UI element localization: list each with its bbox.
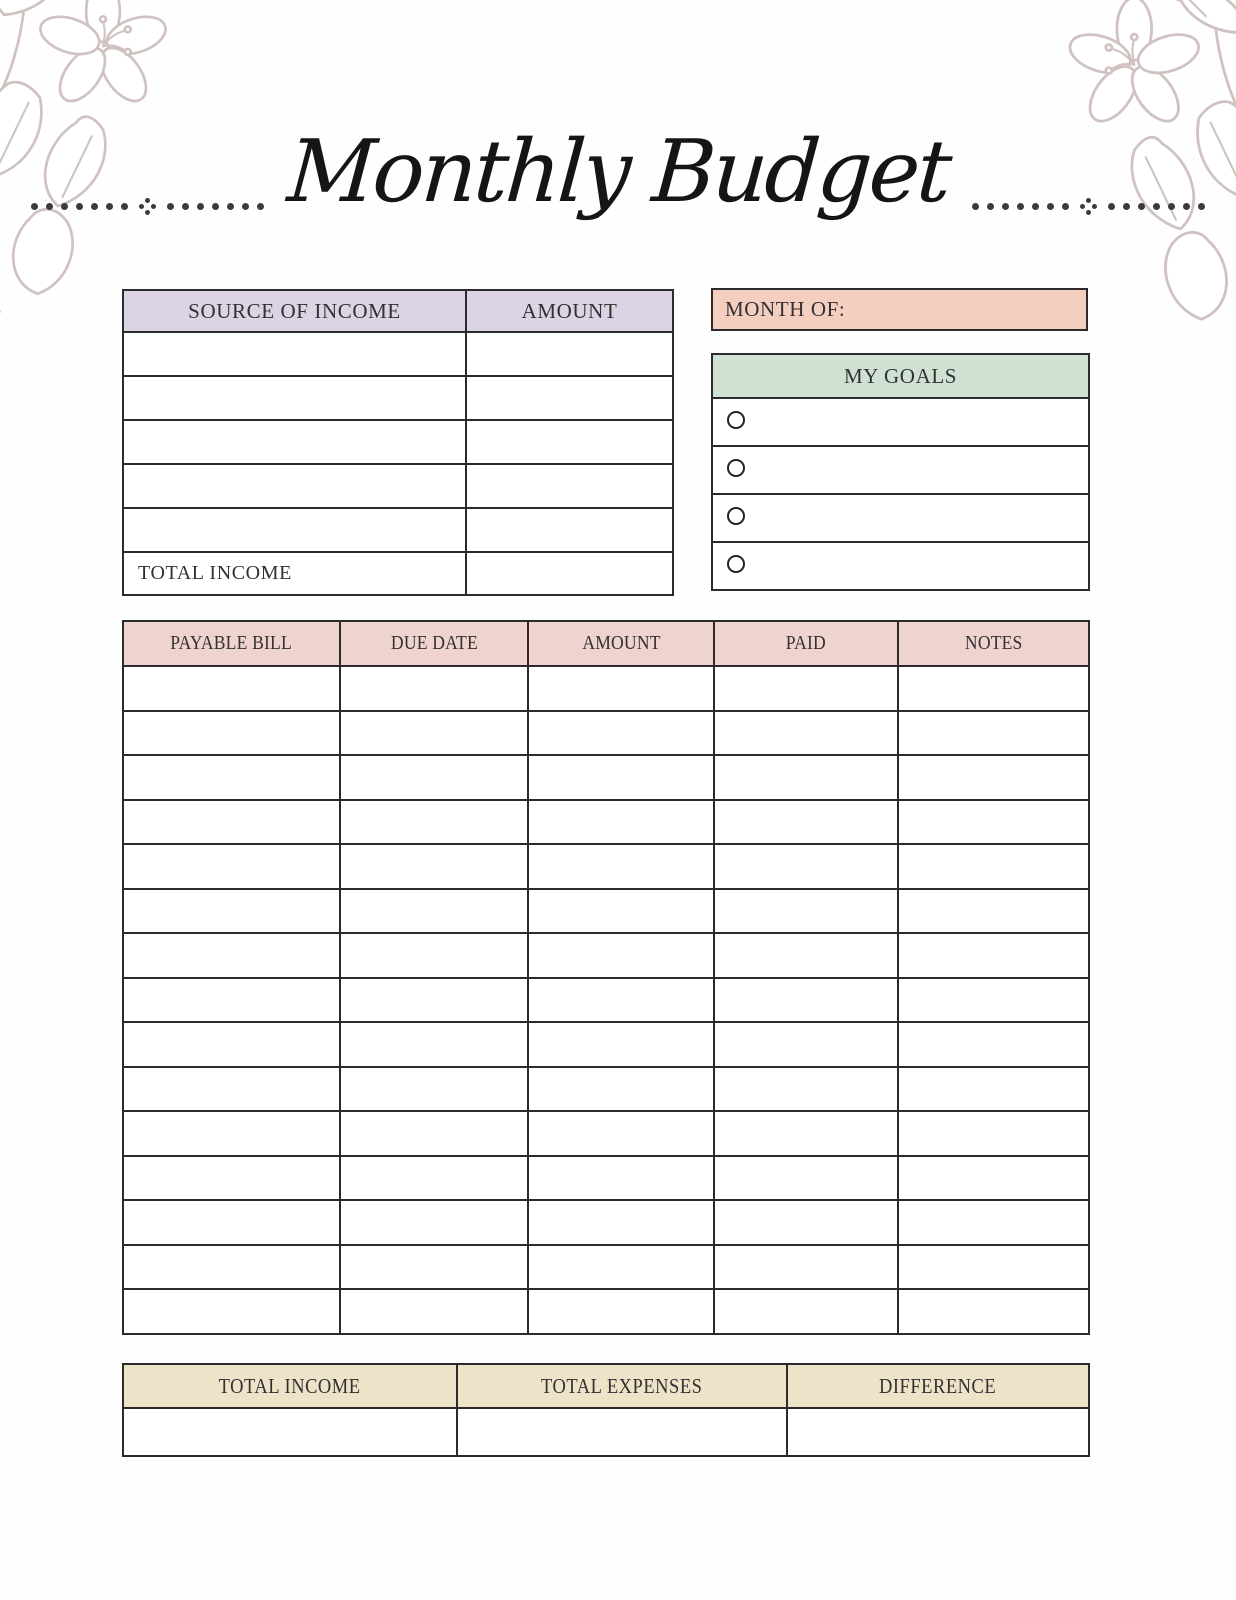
bill-row bbox=[123, 933, 1089, 978]
goals-header: MY GOALS bbox=[712, 354, 1089, 398]
income-total-amount-cell[interactable] bbox=[466, 552, 673, 595]
income-row bbox=[123, 508, 673, 552]
bill-due-date-cell[interactable] bbox=[340, 844, 528, 889]
ornament-dots-left bbox=[31, 198, 264, 215]
bill-name-cell[interactable] bbox=[123, 844, 340, 889]
bill-notes-cell[interactable] bbox=[898, 1022, 1089, 1067]
bill-notes-cell[interactable] bbox=[898, 800, 1089, 845]
income-row bbox=[123, 376, 673, 420]
bill-row bbox=[123, 1022, 1089, 1067]
income-row bbox=[123, 420, 673, 464]
bill-paid-cell[interactable] bbox=[714, 1245, 898, 1290]
bill-amount-cell[interactable] bbox=[528, 844, 714, 889]
bill-name-cell[interactable] bbox=[123, 1111, 340, 1156]
goals-table bbox=[711, 353, 1090, 591]
bill-name-cell[interactable] bbox=[123, 755, 340, 800]
bill-name-cell[interactable] bbox=[123, 711, 340, 756]
bills-header-notes: NOTES bbox=[898, 621, 1089, 666]
summary-header-difference: DIFFERENCE bbox=[787, 1364, 1089, 1408]
bill-row bbox=[123, 666, 1089, 711]
goals-header-row bbox=[712, 354, 1089, 398]
summary-row bbox=[123, 1408, 1089, 1456]
bill-due-date-cell[interactable] bbox=[340, 1156, 528, 1201]
bill-row bbox=[123, 978, 1089, 1023]
bill-row bbox=[123, 1067, 1089, 1112]
diamond-dot-icon bbox=[1080, 198, 1097, 215]
bill-amount-cell[interactable] bbox=[528, 1156, 714, 1201]
bill-row bbox=[123, 1245, 1089, 1290]
summary-header-row bbox=[123, 1364, 1089, 1408]
income-amount-cell[interactable] bbox=[466, 464, 673, 508]
bill-notes-cell[interactable] bbox=[898, 844, 1089, 889]
goal-cell[interactable] bbox=[712, 542, 1089, 590]
bill-name-cell[interactable] bbox=[123, 1200, 340, 1245]
bill-due-date-cell[interactable] bbox=[340, 978, 528, 1023]
income-row bbox=[123, 464, 673, 508]
bill-due-date-cell[interactable] bbox=[340, 1245, 528, 1290]
bill-name-cell[interactable] bbox=[123, 1289, 340, 1334]
income-source-cell[interactable] bbox=[123, 376, 466, 420]
bill-amount-cell[interactable] bbox=[528, 889, 714, 934]
bill-row bbox=[123, 755, 1089, 800]
bills-table bbox=[122, 620, 1090, 1335]
bill-notes-cell[interactable] bbox=[898, 889, 1089, 934]
month-of-field[interactable] bbox=[711, 288, 1088, 331]
bill-notes-cell[interactable] bbox=[898, 1200, 1089, 1245]
bill-paid-cell[interactable] bbox=[714, 1022, 898, 1067]
summary-header-total-expenses: TOTAL EXPENSES bbox=[457, 1364, 787, 1408]
bill-paid-cell[interactable] bbox=[714, 978, 898, 1023]
bill-paid-cell[interactable] bbox=[714, 1156, 898, 1201]
diamond-dot-icon bbox=[139, 198, 156, 215]
bills-header-amount: AMOUNT bbox=[528, 621, 714, 666]
bill-notes-cell[interactable] bbox=[898, 933, 1089, 978]
bill-due-date-cell[interactable] bbox=[340, 1022, 528, 1067]
bill-row bbox=[123, 844, 1089, 889]
title-row bbox=[0, 92, 1236, 252]
bill-amount-cell[interactable] bbox=[528, 711, 714, 756]
bill-amount-cell[interactable] bbox=[528, 978, 714, 1023]
bill-notes-cell[interactable] bbox=[898, 1111, 1089, 1156]
bill-name-cell[interactable] bbox=[123, 800, 340, 845]
bill-name-cell[interactable] bbox=[123, 1156, 340, 1201]
bill-amount-cell[interactable] bbox=[528, 1289, 714, 1334]
bill-due-date-cell[interactable] bbox=[340, 800, 528, 845]
bill-name-cell[interactable] bbox=[123, 933, 340, 978]
bill-row bbox=[123, 711, 1089, 756]
bill-amount-cell[interactable] bbox=[528, 1111, 714, 1156]
bill-paid-cell[interactable] bbox=[714, 1111, 898, 1156]
bill-paid-cell[interactable] bbox=[714, 933, 898, 978]
bill-name-cell[interactable] bbox=[123, 1245, 340, 1290]
bill-paid-cell[interactable] bbox=[714, 844, 898, 889]
summary-difference-cell[interactable] bbox=[787, 1408, 1089, 1456]
income-header-source: SOURCE OF INCOME bbox=[123, 290, 466, 332]
goal-checkbox-circle-icon[interactable] bbox=[727, 459, 745, 477]
income-row bbox=[123, 332, 673, 376]
bill-notes-cell[interactable] bbox=[898, 1289, 1089, 1334]
bill-notes-cell[interactable] bbox=[898, 978, 1089, 1023]
bill-due-date-cell[interactable] bbox=[340, 889, 528, 934]
bill-notes-cell[interactable] bbox=[898, 1156, 1089, 1201]
goal-checkbox-circle-icon[interactable] bbox=[727, 555, 745, 573]
bill-name-cell[interactable] bbox=[123, 889, 340, 934]
summary-header-total-income: TOTAL INCOME bbox=[123, 1364, 457, 1408]
bill-paid-cell[interactable] bbox=[714, 711, 898, 756]
income-amount-cell[interactable] bbox=[466, 508, 673, 552]
bill-notes-cell[interactable] bbox=[898, 1245, 1089, 1290]
goal-row bbox=[712, 542, 1089, 590]
bill-amount-cell[interactable] bbox=[528, 933, 714, 978]
bill-row bbox=[123, 800, 1089, 845]
income-source-cell[interactable] bbox=[123, 508, 466, 552]
bill-due-date-cell[interactable] bbox=[340, 755, 528, 800]
goal-row bbox=[712, 494, 1089, 542]
bill-paid-cell[interactable] bbox=[714, 1200, 898, 1245]
income-amount-cell[interactable] bbox=[466, 376, 673, 420]
bill-paid-cell[interactable] bbox=[714, 666, 898, 711]
income-header-row bbox=[123, 290, 673, 332]
bill-name-cell[interactable] bbox=[123, 666, 340, 711]
income-amount-cell[interactable] bbox=[466, 420, 673, 464]
bill-row bbox=[123, 1289, 1089, 1334]
bills-header-payable-bill: PAYABLE BILL bbox=[123, 621, 340, 666]
bill-paid-cell[interactable] bbox=[714, 1289, 898, 1334]
goal-cell[interactable] bbox=[712, 494, 1089, 542]
bill-paid-cell[interactable] bbox=[714, 1067, 898, 1112]
bill-notes-cell[interactable] bbox=[898, 1067, 1089, 1112]
bill-amount-cell[interactable] bbox=[528, 1200, 714, 1245]
bill-amount-cell[interactable] bbox=[528, 666, 714, 711]
bills-header-paid: PAID bbox=[714, 621, 898, 666]
bill-due-date-cell[interactable] bbox=[340, 1067, 528, 1112]
goal-row bbox=[712, 446, 1089, 494]
bill-row bbox=[123, 1111, 1089, 1156]
summary-total-expenses-cell[interactable] bbox=[457, 1408, 787, 1456]
summary-table bbox=[122, 1363, 1090, 1457]
bill-notes-cell[interactable] bbox=[898, 755, 1089, 800]
bill-amount-cell[interactable] bbox=[528, 800, 714, 845]
bill-paid-cell[interactable] bbox=[714, 889, 898, 934]
goal-row bbox=[712, 398, 1089, 446]
bill-due-date-cell[interactable] bbox=[340, 1200, 528, 1245]
income-total-row bbox=[123, 552, 673, 595]
bill-notes-cell[interactable] bbox=[898, 666, 1089, 711]
bill-paid-cell[interactable] bbox=[714, 755, 898, 800]
income-source-cell[interactable] bbox=[123, 332, 466, 376]
ornament-dots-right bbox=[972, 198, 1205, 215]
goal-checkbox-circle-icon[interactable] bbox=[727, 507, 745, 525]
bill-amount-cell[interactable] bbox=[528, 1245, 714, 1290]
bill-due-date-cell[interactable] bbox=[340, 933, 528, 978]
income-total-label: TOTAL INCOME bbox=[123, 552, 466, 595]
income-table bbox=[122, 289, 674, 596]
bill-name-cell[interactable] bbox=[123, 1022, 340, 1067]
bill-due-date-cell[interactable] bbox=[340, 1289, 528, 1334]
bill-amount-cell[interactable] bbox=[528, 1067, 714, 1112]
bill-name-cell[interactable] bbox=[123, 1067, 340, 1112]
bill-amount-cell[interactable] bbox=[528, 755, 714, 800]
bill-due-date-cell[interactable] bbox=[340, 1111, 528, 1156]
bill-row bbox=[123, 889, 1089, 934]
bills-header-row bbox=[123, 621, 1089, 666]
bill-due-date-cell[interactable] bbox=[340, 666, 528, 711]
page-title: Monthly Budget bbox=[284, 122, 952, 222]
summary-total-income-cell[interactable] bbox=[123, 1408, 457, 1456]
goal-cell[interactable] bbox=[712, 398, 1089, 446]
income-source-cell[interactable] bbox=[123, 420, 466, 464]
bill-amount-cell[interactable] bbox=[528, 1022, 714, 1067]
income-header-amount: AMOUNT bbox=[466, 290, 673, 332]
bill-notes-cell[interactable] bbox=[898, 711, 1089, 756]
bill-row bbox=[123, 1200, 1089, 1245]
month-of-label: MONTH OF: bbox=[725, 297, 846, 321]
income-source-cell[interactable] bbox=[123, 464, 466, 508]
goal-checkbox-circle-icon[interactable] bbox=[727, 411, 745, 429]
income-amount-cell[interactable] bbox=[466, 332, 673, 376]
bill-due-date-cell[interactable] bbox=[340, 711, 528, 756]
bill-name-cell[interactable] bbox=[123, 978, 340, 1023]
bills-header-due-date: DUE DATE bbox=[340, 621, 528, 666]
bill-paid-cell[interactable] bbox=[714, 800, 898, 845]
bill-row bbox=[123, 1156, 1089, 1201]
goal-cell[interactable] bbox=[712, 446, 1089, 494]
